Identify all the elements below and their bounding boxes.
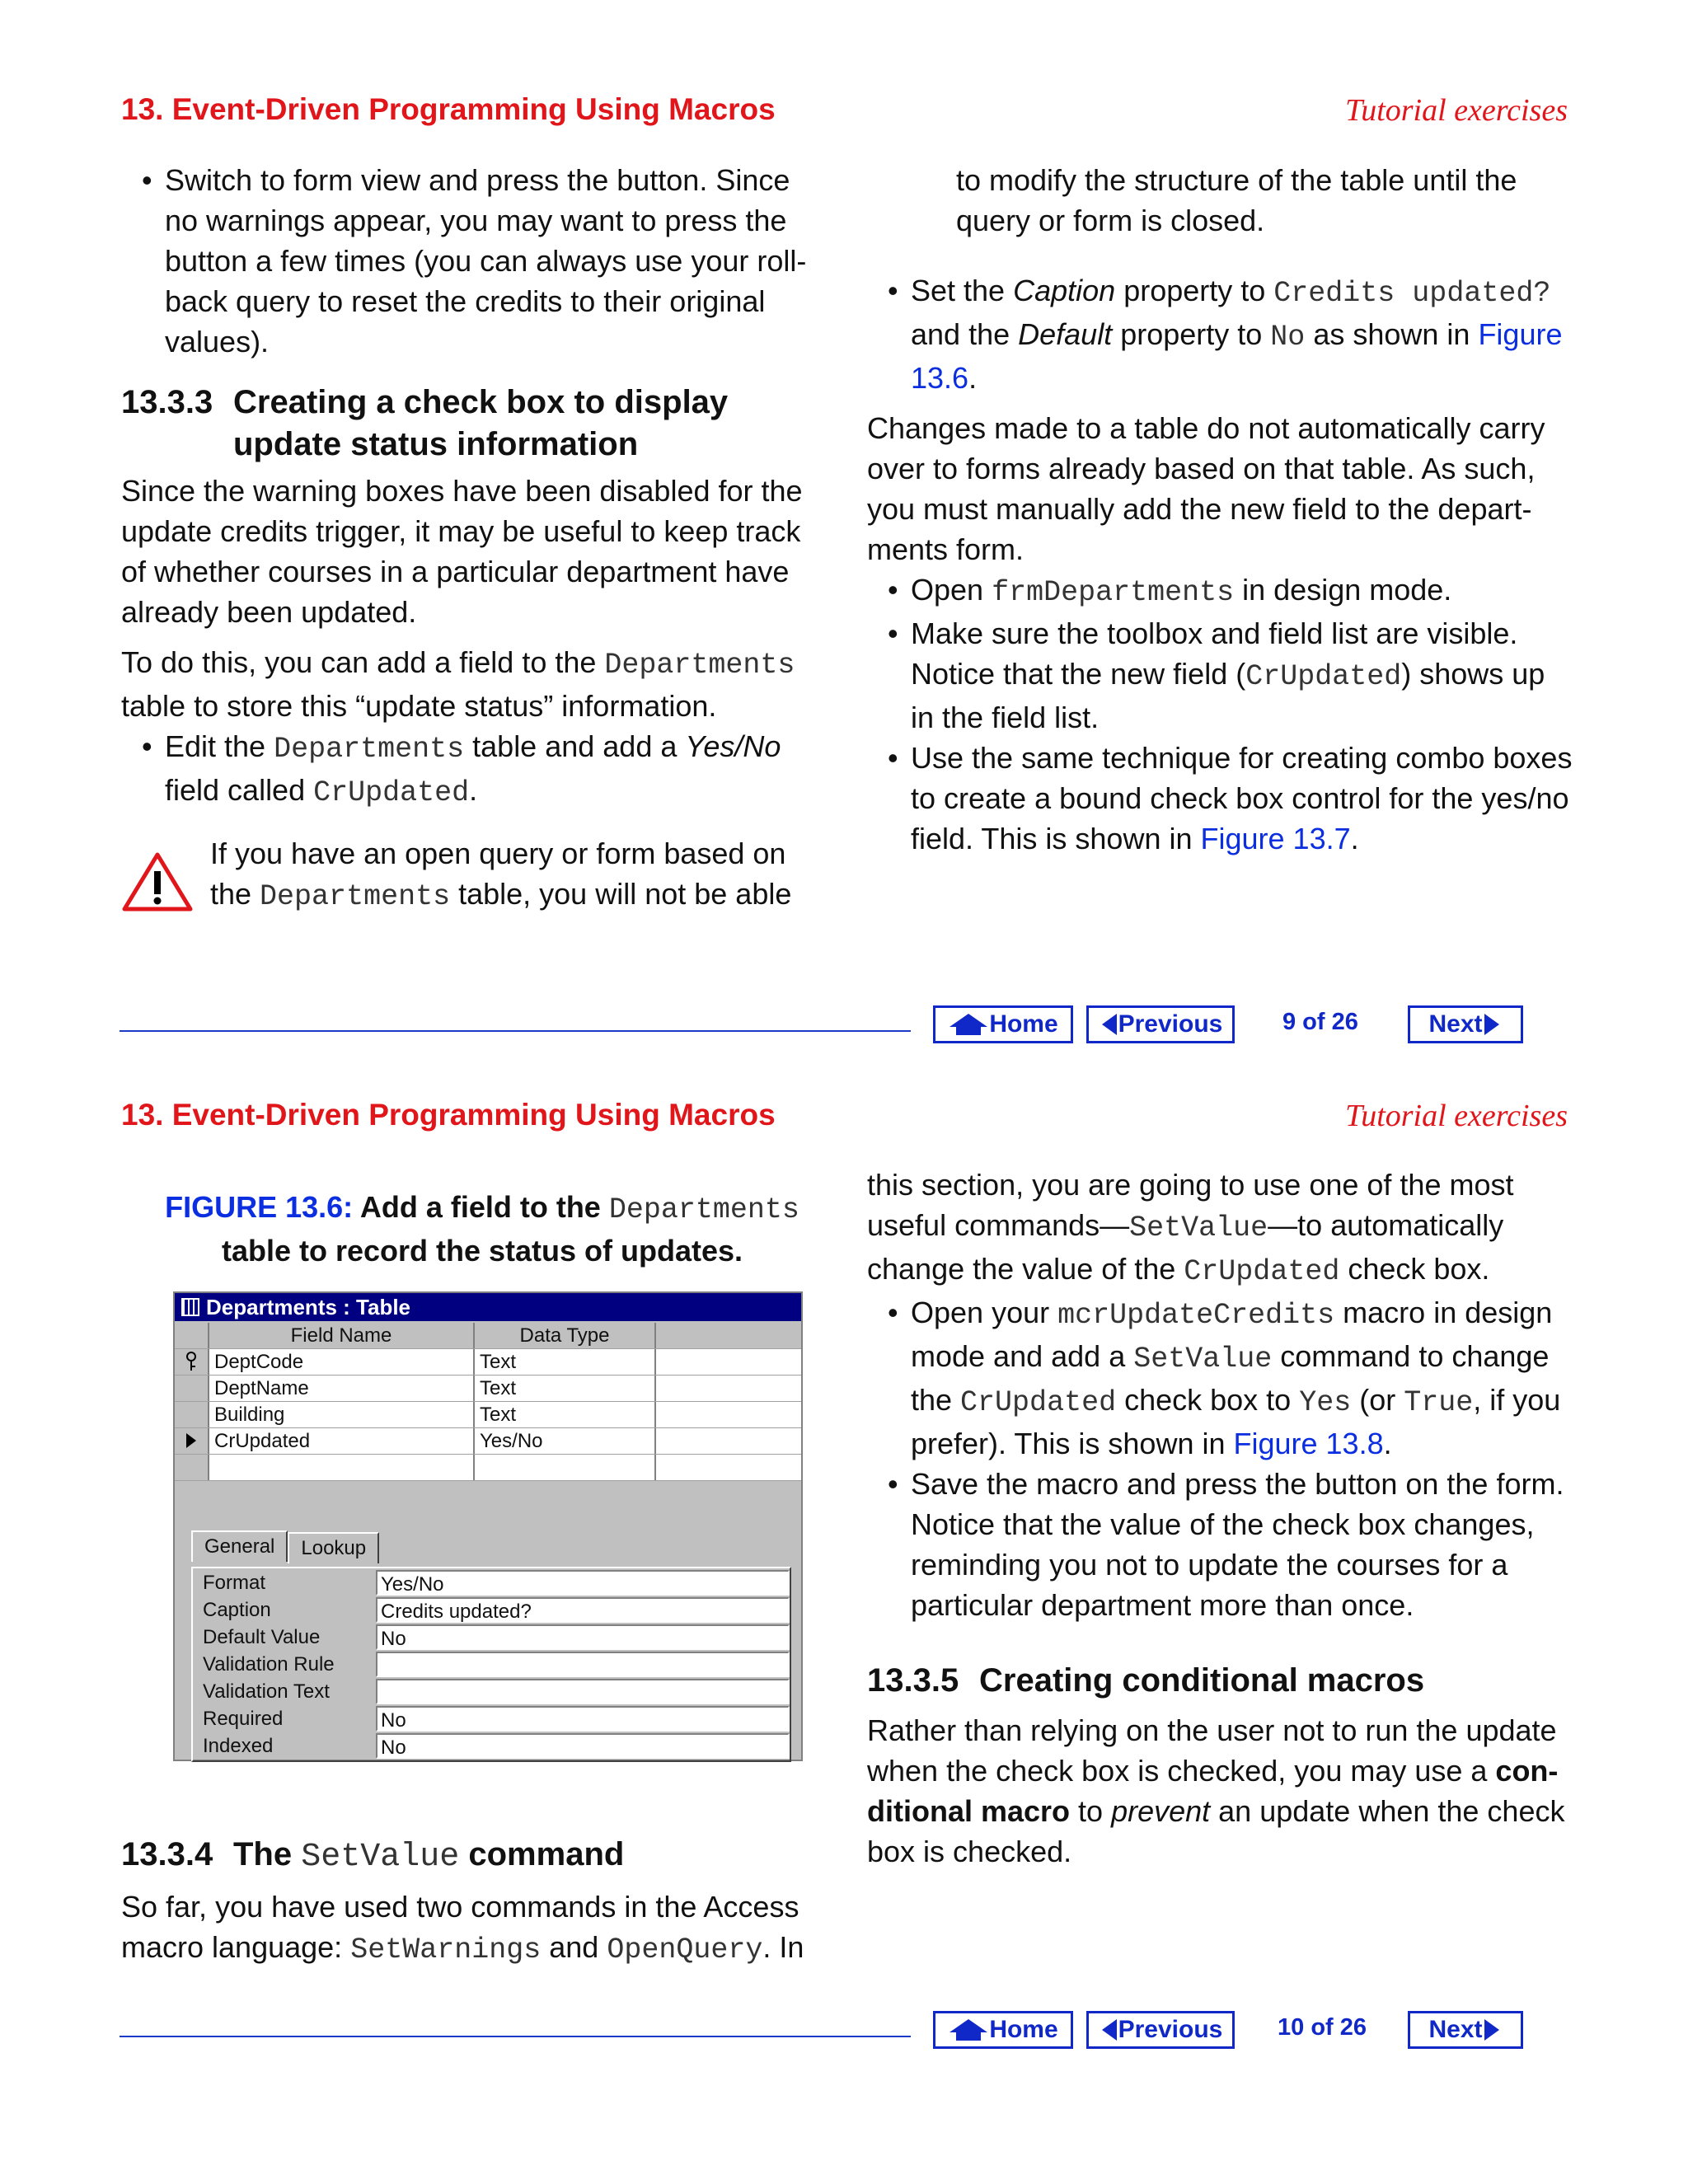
next-button[interactable]: Next [1408, 1005, 1523, 1043]
bullet-switch-form-view: • Switch to form view and press the button. Since no warnings appear, you may want to press the button a few times (you can always use your roll-back query to reset the credits to their original values). [121, 160, 822, 362]
property-value[interactable]: Credits updated? [376, 1597, 790, 1623]
figure-label: FIGURE 13.6: [165, 1190, 354, 1224]
primary-key-icon [175, 1349, 209, 1375]
chapter-title: 13. Event-Driven Programming Using Macros [121, 92, 776, 126]
section-heading-13-3-5: 13.3.5 Creating conditional macros [867, 1662, 1425, 1699]
tab-general[interactable]: General [191, 1530, 288, 1562]
property-format: Format Yes/No [193, 1570, 790, 1597]
left-column [121, 160, 822, 917]
tab-lookup[interactable]: Lookup [288, 1532, 379, 1563]
paragraph: Changes made to a table do not automatically carry over to forms already based on that table. As such, you must manually add the new field to the depart-ments form. [867, 411, 1545, 566]
field-properties [191, 1567, 791, 1762]
warning-note: If you have an open query or form based on the Departments table, you will not be able [121, 833, 822, 917]
table-icon [181, 1298, 199, 1316]
left-column-page-10 [121, 1834, 822, 1971]
warning-icon [121, 851, 194, 912]
paragraph: Rather than relying on the user not to run the update when the check box is checked, you may use a con-ditional macro to prevent an update when the check box is checked. [867, 1713, 1565, 1868]
property-validation-text: Validation Text [193, 1679, 790, 1706]
warning-continuation: to modify the structure of the table until the query or form is closed. [956, 163, 1517, 237]
chapter-title: 13. Event-Driven Programming Using Macros [121, 1098, 776, 1132]
property-caption: Caption Credits updated? [193, 1597, 790, 1624]
section-heading-13-3-3 [121, 382, 822, 466]
home-button[interactable]: Home [933, 2011, 1073, 2049]
arrow-left-icon [1099, 2018, 1118, 2042]
table-row[interactable]: CrUpdated Yes/No [175, 1428, 801, 1455]
right-column-page-10 [867, 1165, 1576, 1872]
paragraph: To do this, you can add a field to the Departments table to store this “update status” information. [121, 645, 795, 723]
bullet-toolbox: • Make sure the toolbox and field list are visible. Notice that the new field (CrUpdated) shows up in the field list. [867, 613, 1576, 738]
figure-caption: FIGURE 13.6: Add a field to the Departments table to record the status of updates. [165, 1190, 799, 1268]
bullet-set-caption: • Set the Caption property to Credits updated? and the Default property to No as shown in Figure 13.6. [867, 270, 1576, 398]
property-required: Required No [193, 1706, 790, 1733]
property-value[interactable] [376, 1679, 790, 1704]
previous-button[interactable]: Previous [1086, 1005, 1235, 1043]
home-icon [948, 2018, 989, 2042]
page-number: 10 of 26 [1278, 2014, 1367, 2041]
section-label: Tutorial exercises [1345, 93, 1568, 128]
property-tabs [191, 1532, 379, 1563]
table-row[interactable]: DeptName Text [175, 1376, 801, 1402]
property-value[interactable]: No [376, 1624, 790, 1650]
section-heading-13-3-4: 13.3.4 The SetValue command [121, 1836, 625, 1876]
figure-13-8-link[interactable]: Figure 13.8 [1233, 1427, 1384, 1460]
previous-button[interactable]: Previous [1086, 2011, 1235, 2049]
bullet-save-macro: • Save the macro and press the button on the form. Notice that the value of the check box changes, reminding you not to update the courses for a particular department more than once. [867, 1464, 1576, 1625]
paragraph: So far, you have used two commands in the Access macro language: SetWarnings and OpenQuery. In [121, 1890, 804, 1966]
bullet-combo-technique: • Use the same technique for creating combo boxes to create a bound check box control for the yes/no field. This is shown in Figure 13.7. [867, 738, 1576, 859]
field-grid [175, 1323, 801, 1481]
heading-text: Creating a check box to display update status information [233, 384, 729, 462]
grid-header: Field Name Data Type [175, 1323, 801, 1349]
footer-rule [120, 2036, 911, 2037]
paragraph: Since the warning boxes have been disabled for the update credits trigger, it may be useful to keep track of whether courses in a particular department have already been updated. [121, 474, 803, 629]
paragraph: this section, you are going to use one of the most useful commands—SetValue—to automatically change the value of the CrUpdated check box. [867, 1168, 1514, 1288]
bullet-open-frmdepartments: • Open frmDepartments in design mode. [867, 569, 1576, 613]
access-table-design-window [173, 1291, 803, 1761]
section-label: Tutorial exercises [1345, 1099, 1568, 1133]
property-indexed: Indexed No [193, 1733, 790, 1760]
figure-13-6-link[interactable]: Figure 13.6 [911, 317, 1563, 395]
page-number: 9 of 26 [1282, 1009, 1358, 1035]
bullet-edit-departments: • Edit the Departments table and add a Yes/No field called CrUpdated. [121, 726, 822, 813]
property-default-value: Default Value No [193, 1624, 790, 1652]
current-row-icon [175, 1428, 209, 1454]
figure-13-7-link[interactable]: Figure 13.7 [1200, 822, 1351, 855]
table-row[interactable]: DeptCode Text [175, 1349, 801, 1376]
window-titlebar[interactable]: Departments : Table [175, 1293, 801, 1321]
table-row[interactable]: Building Text [175, 1402, 801, 1428]
property-validation-rule: Validation Rule [193, 1652, 790, 1679]
property-value[interactable] [376, 1652, 790, 1677]
property-value[interactable]: Yes/No [376, 1570, 790, 1596]
arrow-right-icon [1483, 2018, 1503, 2042]
home-button[interactable]: Home [933, 1005, 1073, 1043]
table-row[interactable] [175, 1455, 801, 1481]
next-button[interactable]: Next [1408, 2011, 1523, 2049]
property-value[interactable]: No [376, 1733, 790, 1759]
bullet-open-macro: • Open your mcrUpdateCredits macro in design mode and add a SetValue command to change the CrUpdated check box to Yes (or True, if you prefer). This is shown in Figure 13.8. [867, 1292, 1576, 1464]
heading-number: 13.3.3 [121, 384, 213, 420]
property-value[interactable]: No [376, 1706, 790, 1732]
right-column [867, 160, 1576, 859]
